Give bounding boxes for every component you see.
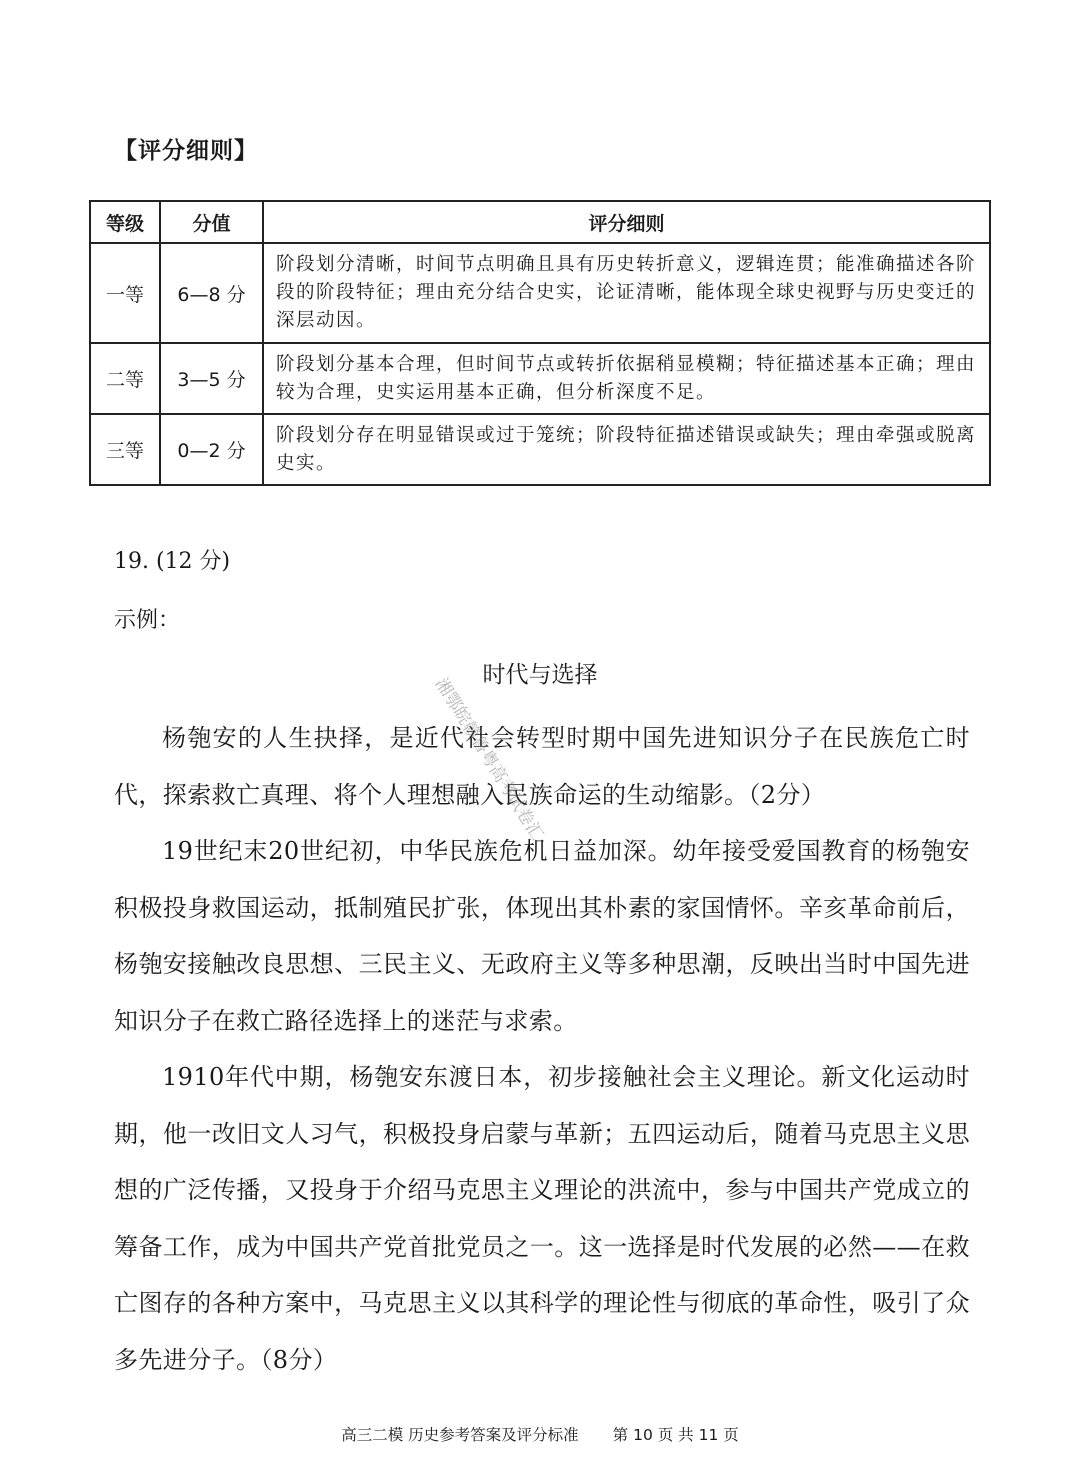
essay-body: [114, 710, 970, 1388]
grade-cell: 一等: [90, 243, 160, 343]
table-row: [90, 414, 990, 485]
essay-paragraph: 19世纪末20世纪初，中华民族危机日益加深。幼年接受爱国教育的杨匏安积极投身救国运动，抵制殖民扩张，体现出其朴素的家国情怀。辛亥革命前后，杨匏安接触改良思想、三民主义、无政府主义等多种思潮，反映出当时中国先进知识分子在救亡路径选择上的迷茫与求索。: [114, 837, 970, 1035]
score-cell: 6—8 分: [160, 243, 263, 343]
header-grade: 等级: [90, 201, 160, 243]
watermark: 湘鄂皖赣鲁粤高考试卷汇: [430, 674, 547, 844]
footer-doc-title: 高三二模 历史参考答案及评分标准: [341, 1426, 579, 1444]
detail-cell: 阶段划分基本合理，但时间节点或转折依据稍显模糊；特征描述基本正确；理由较为合理，史实运用基本正确，但分析深度不足。: [263, 343, 990, 414]
page-footer: [0, 1423, 1080, 1445]
essay-paragraph: 杨匏安的人生抉择，是近代社会转型时期中国先进知识分子在民族危亡时代，探索救亡真理、将个人理想融入民族命运的生动缩影。（2分）: [114, 724, 970, 809]
detail-cell: 阶段划分清晰，时间节点明确且具有历史转折意义，逻辑连贯；能准确描述各阶段的阶段特征；理由充分结合史实，论证清晰，能体现全球史视野与历史变迁的深层动因。: [263, 243, 990, 343]
table-row: [90, 343, 990, 414]
header-detail: 评分细则: [263, 201, 990, 243]
score-cell: 3—5 分: [160, 343, 263, 414]
detail-cell: 阶段划分存在明显错误或过于笼统；阶段特征描述错误或缺失；理由牵强或脱离史实。: [263, 414, 990, 485]
grade-cell: 三等: [90, 414, 160, 485]
essay-title: 时代与选择: [482, 662, 598, 688]
example-label: 示例：: [114, 608, 181, 633]
grade-cell: 二等: [90, 343, 160, 414]
header-score: 分值: [160, 201, 263, 243]
table-row: [90, 243, 990, 343]
score-cell: 0—2 分: [160, 414, 263, 485]
question-number: 19. (12 分): [114, 549, 231, 574]
footer-page-number: 第 10 页 共 11 页: [612, 1426, 739, 1444]
scoring-rubric-table: [89, 200, 991, 486]
essay-paragraph: 1910年代中期，杨匏安东渡日本，初步接触社会主义理论。新文化运动时期，他一改旧文人习气，积极投身启蒙与革新；五四运动后，随着马克思主义思想的广泛传播，又投身于介绍马克思主义理论的洪流中，参与中国共产党成立的筹备工作，成为中国共产党首批党员之一。这一选择是时代发展的必然——在救亡图存的各种方案中，马克思主义以其科学的理论性与彻底的革命性，吸引了众多先进分子。（8分）: [114, 1063, 970, 1374]
table-header-row: [90, 201, 990, 243]
section-title: 【评分细则】: [114, 138, 258, 164]
